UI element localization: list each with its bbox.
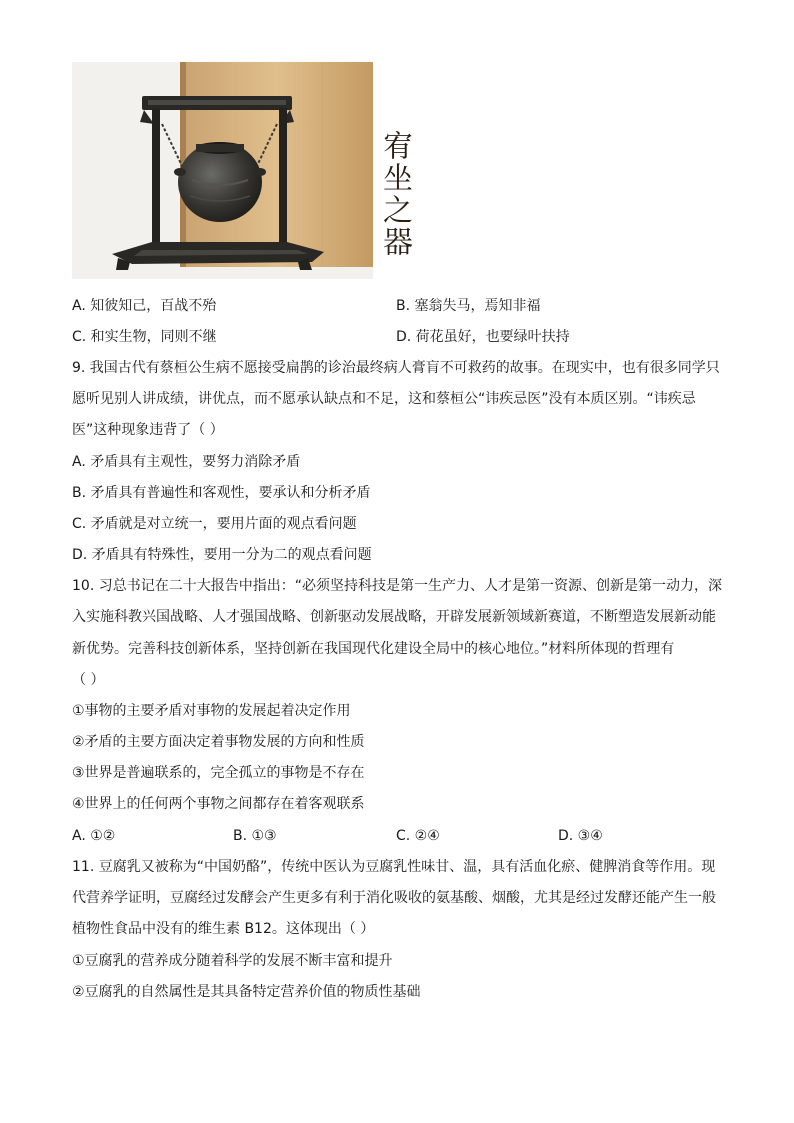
q8-option-d: D. 荷花虽好，也要绿叶扶持 (396, 329, 570, 345)
q10-option-a: A. ①② (72, 828, 116, 844)
q9-option-d: D. 矛盾具有特殊性，要用一分为二的观点看问题 (72, 547, 372, 563)
q11-stem-line-1: 11. 豆腐乳又被称为“中国奶酪”，传统中医认为豆腐乳性味甘、温，具有活血化瘀、健脾消食等作用。现 (72, 859, 716, 875)
q11-statement-2: ②豆腐乳的自然属性是其具备特定营养价值的物质性基础 (72, 984, 421, 1000)
q8-option-b: B. 塞翁失马，焉知非福 (396, 298, 541, 314)
q10-statement-2: ②矛盾的主要方面决定着事物发展的方向和性质 (72, 734, 365, 750)
q10-statement-1: ①事物的主要矛盾对事物的发展起着决定作用 (72, 703, 351, 719)
q8-option-a: A. 知彼知己，百战不殆 (72, 298, 217, 314)
q10-stem-line-1: 10. 习总书记在二十大报告中指出：“必须坚持科技是第一生产力、人才是第一资源、创新是第一动力，深 (72, 578, 722, 594)
q9-option-a: A. 矛盾具有主观性，要努力消除矛盾 (72, 454, 301, 470)
q9-stem-line-2: 愿听见别人讲成绩，讲优点，而不愿承认缺点和不足，这和蔡桓公“讳疾忌医”没有本质区别。“讳疾忌 (72, 391, 696, 407)
q10-option-b: B. ①③ (233, 828, 277, 844)
q8-option-c: C. 和实生物，同则不继 (72, 329, 217, 345)
q11-stem-line-3: 植物性食品中没有的维生素 B12。这体现出（ ） (72, 921, 375, 937)
q10-statement-3: ③世界是普遍联系的，完全孤立的事物是不存在 (72, 765, 365, 781)
q11-stem-line-2: 代营养学证明，豆腐经过发酵会产生更多有利于消化吸收的氨基酸、烟酸，尤其是经过发酵还能产生一般 (72, 890, 716, 906)
q9-stem-line-3: 医”这种现象违背了（ ） (72, 422, 224, 438)
stand-post-right (279, 108, 287, 258)
q10-statement-4: ④世界上的任何两个事物之间都存在着客观联系 (72, 796, 365, 812)
q9-option-c: C. 矛盾就是对立统一，要用片面的观点看问题 (72, 516, 357, 532)
q10-option-c: C. ②④ (396, 828, 440, 844)
q9-stem-line-1: 9. 我国古代有蔡桓公生病不愿接受扁鹊的诊治最终病人膏肓不可救药的故事。在现实中，也有很多同学只 (72, 360, 720, 376)
vessel-illustration (72, 62, 373, 279)
q10-stem-line-4: （ ） (72, 672, 105, 688)
q11-statement-1: ①豆腐乳的营养成分随着科学的发展不断丰富和提升 (72, 953, 393, 969)
vessel-photo (72, 62, 412, 279)
q10-stem-line-3: 新优势。完善科技创新体系，坚持创新在我国现代化建设全局中的核心地位。”材料所体现的哲理有 (72, 641, 675, 657)
q10-stem-line-2: 入实施科教兴国战略、人才强国战略、创新驱动发展战略，开辟发展新领域新赛道，不断塑造发展新动能 (72, 609, 716, 625)
q9-option-b: B. 矛盾具有普遍性和客观性，要承认和分析矛盾 (72, 485, 371, 501)
stand-post-left (152, 108, 160, 258)
box-inscription: 宥坐之器 (377, 130, 412, 258)
q10-option-d: D. ③④ (558, 828, 603, 844)
